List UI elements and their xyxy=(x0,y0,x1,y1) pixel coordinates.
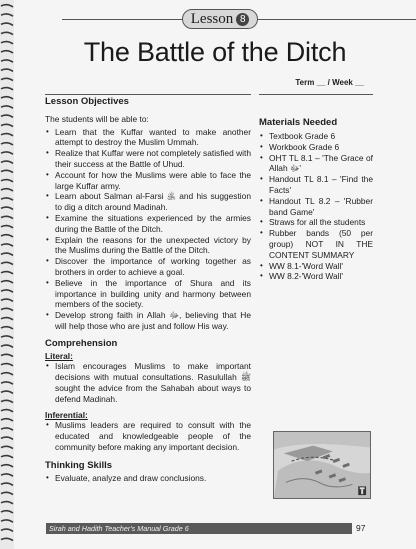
comprehension-heading: Comprehension xyxy=(45,337,118,349)
spiral-ring xyxy=(1,354,13,356)
material-item: • Handout TL 8.1 – 'Find the Facts' xyxy=(259,174,373,196)
material-item: • Textbook Grade 6 xyxy=(259,131,373,142)
spiral-ring xyxy=(1,511,13,513)
inferential-list xyxy=(45,420,251,452)
spiral-ring xyxy=(1,400,13,402)
spiral-ring xyxy=(1,456,13,458)
materials-heading: Materials Needed xyxy=(259,117,338,128)
thinking-item: • Evaluate, analyze and draw conclusions. xyxy=(45,473,251,484)
spiral-ring xyxy=(1,474,13,476)
spiral-ring xyxy=(1,170,13,172)
spiral-ring xyxy=(1,134,13,136)
spiral-ring xyxy=(1,520,13,522)
thinking-section xyxy=(45,461,251,484)
lesson-number: 8 xyxy=(236,13,249,26)
spiral-ring xyxy=(1,483,13,485)
spiral-binding xyxy=(0,0,14,549)
materials-list xyxy=(259,131,373,282)
spiral-ring xyxy=(1,529,13,531)
lesson-label: Lesson xyxy=(190,10,234,27)
spiral-ring xyxy=(1,115,13,117)
spiral-ring xyxy=(1,373,13,375)
objective-item: • Realize that Kuffar were not completely satisfied with their success at the Battle of Uhud. xyxy=(45,148,251,170)
inferential-label: Inferential: xyxy=(45,409,88,420)
objectives-list xyxy=(45,127,251,332)
spiral-ring xyxy=(1,14,13,16)
material-item: • WW 8.1-'Word Wall' xyxy=(259,261,373,272)
spiral-ring xyxy=(1,428,13,430)
material-item: • WW 8.2-'Word Wall' xyxy=(259,271,373,282)
spiral-ring xyxy=(1,216,13,218)
spiral-ring xyxy=(1,51,13,53)
comprehension-section xyxy=(45,339,251,453)
page-title: The Battle of the Ditch xyxy=(83,37,347,67)
spiral-ring xyxy=(1,207,13,209)
inferential-item: • Muslims leaders are required to consult with the educated and knowledgeable people of the community before making any important decision. xyxy=(45,420,251,452)
spiral-ring xyxy=(1,23,13,25)
spiral-ring xyxy=(1,308,13,310)
spiral-ring xyxy=(1,538,13,540)
footer-manual-title: Sirah and Hadith Teacher's Manual Grade 6 xyxy=(46,523,352,534)
spiral-ring xyxy=(1,419,13,421)
spiral-ring xyxy=(1,60,13,62)
left-column xyxy=(45,94,251,483)
spiral-ring xyxy=(1,143,13,145)
spiral-ring xyxy=(1,198,13,200)
spiral-ring xyxy=(1,97,13,99)
spiral-ring xyxy=(1,161,13,163)
spiral-ring xyxy=(1,5,13,7)
spiral-ring xyxy=(1,290,13,292)
material-item: • Straws for all the students xyxy=(259,217,373,228)
right-column xyxy=(259,94,373,282)
spiral-ring xyxy=(1,226,13,228)
spiral-ring xyxy=(1,437,13,439)
spiral-ring xyxy=(1,78,13,80)
spiral-ring xyxy=(1,502,13,504)
page-number: 97 xyxy=(356,523,366,533)
spiral-ring xyxy=(1,152,13,154)
literal-item: • Islam encourages Muslims to make important decisions with mutual consultations. Rasulullah ﷺ sought the advice from the Sahabah about ways to defend Madinah. xyxy=(45,361,251,404)
material-item: • Rubber bands (50 per group) NOT IN THE CONTENT SUMMARY xyxy=(259,228,373,260)
spiral-ring xyxy=(1,382,13,384)
spiral-ring xyxy=(1,180,13,182)
material-item: • OHT TL 8.1 – 'The Grace of Allah ﷻ' xyxy=(259,153,373,175)
material-item: • Handout TL 8.2 – 'Rubber band Game' xyxy=(259,196,373,218)
literal-label: Literal: xyxy=(45,350,73,361)
spiral-ring xyxy=(1,492,13,494)
spiral-ring xyxy=(1,189,13,191)
objective-item: • Learn about Salman al-Farsi ﵁ and his suggestion to dig a ditch around Madinah. xyxy=(45,191,251,213)
objective-item: • Explain the reasons for the unexpected victory by the Muslims during the Battle of the Ditch. xyxy=(45,235,251,257)
spiral-ring xyxy=(1,465,13,467)
spiral-ring xyxy=(1,364,13,366)
spiral-ring xyxy=(1,299,13,301)
objectives-section xyxy=(45,94,251,332)
spiral-ring xyxy=(1,32,13,34)
objective-item: • Discover the importance of working together as brothers in order to achieve a goal. xyxy=(45,256,251,278)
spiral-ring xyxy=(1,88,13,90)
spiral-ring xyxy=(1,281,13,283)
objectives-heading: Lesson Objectives xyxy=(45,96,129,107)
objective-item: • Account for how the Muslims were able to face the large Kuffar army. xyxy=(45,170,251,192)
thinking-heading: Thinking Skills xyxy=(45,459,113,471)
spiral-ring xyxy=(1,446,13,448)
spiral-ring xyxy=(1,391,13,393)
thinking-list xyxy=(45,473,251,484)
spiral-ring xyxy=(1,327,13,329)
spiral-ring xyxy=(1,106,13,108)
battle-map-image xyxy=(273,431,371,499)
spiral-ring xyxy=(1,244,13,246)
objective-item: • Develop strong faith in Allah ﷻ, believing that He will help those who are just and follow His way. xyxy=(45,310,251,332)
spiral-ring xyxy=(1,336,13,338)
spiral-ring xyxy=(1,272,13,274)
spiral-ring xyxy=(1,345,13,347)
spiral-ring xyxy=(1,124,13,126)
literal-list xyxy=(45,361,251,404)
objective-item: • Believe in the importance of Shura and its importance in building unity and harmony between members of the society. xyxy=(45,278,251,310)
materials-rule xyxy=(259,94,373,97)
objective-item: • Learn that the Kuffar wanted to make another attempt to destroy the Muslim Ummah. xyxy=(45,127,251,149)
spiral-ring xyxy=(1,410,13,412)
term-week-label: Term __ / Week __ xyxy=(295,78,364,87)
spiral-ring xyxy=(1,318,13,320)
spiral-ring xyxy=(1,42,13,44)
objective-item: • Examine the situations experienced by the armies during the Battle of the Ditch. xyxy=(45,213,251,235)
spiral-ring xyxy=(1,253,13,255)
material-item: • Workbook Grade 6 xyxy=(259,142,373,153)
spiral-ring xyxy=(1,262,13,264)
spiral-ring xyxy=(1,69,13,71)
spiral-ring xyxy=(1,235,13,237)
objectives-intro: The students will be able to: xyxy=(45,113,149,124)
lesson-badge xyxy=(182,9,258,29)
